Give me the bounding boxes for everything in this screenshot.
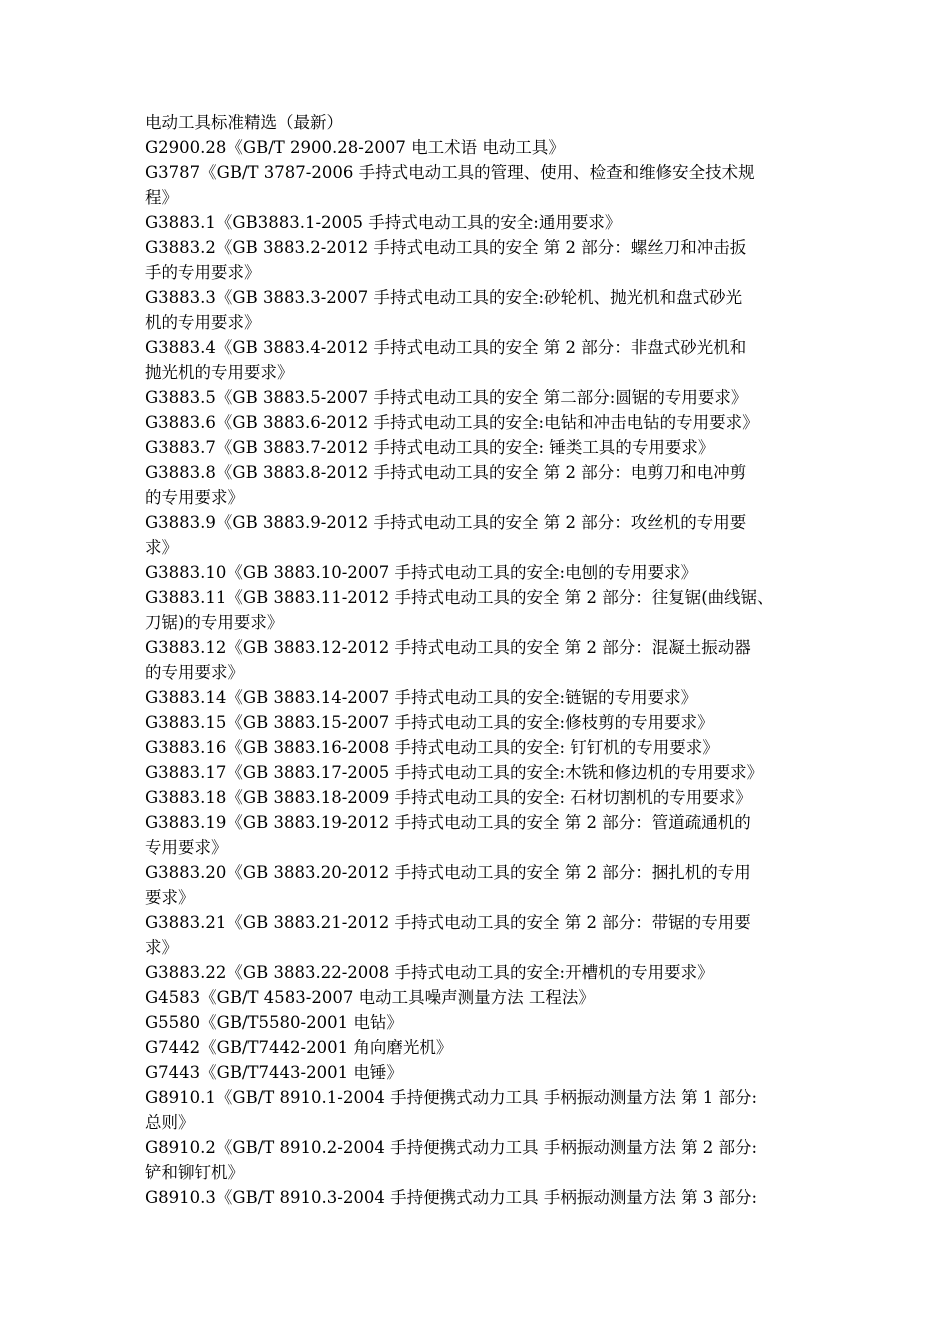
- text-line: G3883.5《GB 3883.5-2007 手持式电动工具的安全 第二部分:圆锯的专用要求》: [145, 388, 748, 407]
- text-line: G3883.11《GB 3883.11-2012 手持式电动工具的安全 第 2 部分：往复锯(曲线锯、: [145, 588, 774, 607]
- text-line: 机的专用要求》: [145, 313, 261, 332]
- text-line: G3883.17《GB 3883.17-2005 手持式电动工具的安全:木铣和修边机的专用要求》: [145, 763, 764, 782]
- text-line: 铲和铆钉机》: [145, 1163, 244, 1182]
- text-line: 刀锯)的专用要求》: [145, 613, 284, 632]
- text-line: 的专用要求》: [145, 663, 244, 682]
- text-line: G3883.9《GB 3883.9-2012 手持式电动工具的安全 第 2 部分：攻丝机的专用要: [145, 513, 747, 532]
- text-line: 要求》: [145, 888, 195, 907]
- text-line: G3883.6《GB 3883.6-2012 手持式电动工具的安全:电钻和冲击电钻的专用要求》: [145, 413, 759, 432]
- text-line: G3883.19《GB 3883.19-2012 手持式电动工具的安全 第 2 部分：管道疏通机的: [145, 813, 751, 832]
- text-line: G3883.8《GB 3883.8-2012 手持式电动工具的安全 第 2 部分：电剪刀和电冲剪: [145, 463, 747, 482]
- text-line: G3883.12《GB 3883.12-2012 手持式电动工具的安全 第 2 部分：混凝土振动器: [145, 638, 751, 657]
- text-line: G2900.28《GB/T 2900.28-2007 电工术语 电动工具》: [145, 138, 565, 157]
- text-line: G3883.2《GB 3883.2-2012 手持式电动工具的安全 第 2 部分：螺丝刀和冲击扳: [145, 238, 747, 257]
- text-line: G8910.3《GB/T 8910.3-2004 手持便携式动力工具 手柄振动测量方法 第 3 部分:: [145, 1188, 758, 1207]
- text-line: G3883.20《GB 3883.20-2012 手持式电动工具的安全 第 2 部分：捆扎机的专用: [145, 863, 751, 882]
- document-title: 电动工具标准精选（最新）: [145, 113, 343, 132]
- text-line: 求》: [145, 538, 178, 557]
- text-line: 的专用要求》: [145, 488, 244, 507]
- text-line: 总则》: [145, 1113, 195, 1132]
- text-line: G3883.21《GB 3883.21-2012 手持式电动工具的安全 第 2 部分：带锯的专用要: [145, 913, 751, 932]
- text-line: 手的专用要求》: [145, 263, 261, 282]
- text-line: G3883.14《GB 3883.14-2007 手持式电动工具的安全:链锯的专用要求》: [145, 688, 698, 707]
- text-line: G3883.15《GB 3883.15-2007 手持式电动工具的安全:修枝剪的专用要求》: [145, 713, 714, 732]
- text-line: G8910.2《GB/T 8910.2-2004 手持便携式动力工具 手柄振动测量方法 第 2 部分:: [145, 1138, 758, 1157]
- text-line: G3883.3《GB 3883.3-2007 手持式电动工具的安全:砂轮机、抛光机和盘式砂光: [145, 288, 743, 307]
- text-line: G3883.10《GB 3883.10-2007 手持式电动工具的安全:电刨的专用要求》: [145, 563, 698, 582]
- text-line: 程》: [145, 188, 178, 207]
- text-line: G3787《GB/T 3787-2006 手持式电动工具的管理、使用、检查和维修安全技术规: [145, 163, 755, 182]
- text-line: 求》: [145, 938, 178, 957]
- text-line: 专用要求》: [145, 838, 228, 857]
- text-line: G7443《GB/T7443-2001 电锤》: [145, 1063, 403, 1082]
- document-body: [145, 110, 810, 1210]
- text-line: G5580《GB/T5580-2001 电钻》: [145, 1013, 403, 1032]
- text-line: G7442《GB/T7442-2001 角向磨光机》: [145, 1038, 453, 1057]
- text-line: G3883.18《GB 3883.18-2009 手持式电动工具的安全: 石材切割机的专用要求》: [145, 788, 752, 807]
- text-line: G3883.7《GB 3883.7-2012 手持式电动工具的安全: 锤类工具的专用要求》: [145, 438, 715, 457]
- text-line: G3883.1《GB3883.1-2005 手持式电动工具的安全:通用要求》: [145, 213, 622, 232]
- text-line: G4583《GB/T 4583-2007 电动工具噪声测量方法 工程法》: [145, 988, 595, 1007]
- text-line: G8910.1《GB/T 8910.1-2004 手持便携式动力工具 手柄振动测量方法 第 1 部分:: [145, 1088, 758, 1107]
- text-line: G3883.22《GB 3883.22-2008 手持式电动工具的安全:开槽机的专用要求》: [145, 963, 714, 982]
- text-line: G3883.4《GB 3883.4-2012 手持式电动工具的安全 第 2 部分：非盘式砂光机和: [145, 338, 747, 357]
- text-line: G3883.16《GB 3883.16-2008 手持式电动工具的安全: 钉钉机的专用要求》: [145, 738, 719, 757]
- text-line: 抛光机的专用要求》: [145, 363, 294, 382]
